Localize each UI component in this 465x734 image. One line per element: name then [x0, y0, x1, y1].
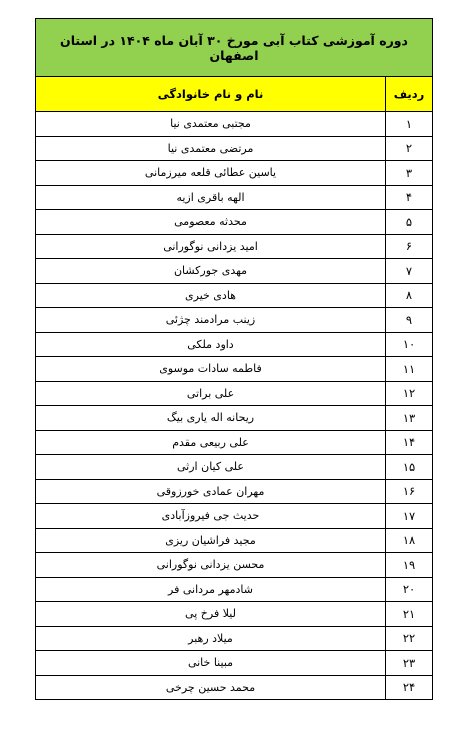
table-row — [36, 357, 433, 382]
row-number: ۱۶ — [386, 479, 433, 504]
participant-name: علی ربیعی مقدم — [36, 430, 386, 455]
table-title: دوره آموزشی کتاب آبی مورخ ۳۰ آبان ماه ۱۴۰۴ در استان اصفهان — [36, 19, 433, 77]
participant-name: محسن یزدانی نوگورانی — [36, 553, 386, 578]
row-number: ۲ — [386, 136, 433, 161]
participant-name: فاطمه سادات موسوی — [36, 357, 386, 382]
row-number: ۹ — [386, 308, 433, 333]
table-row — [36, 577, 433, 602]
participant-name: امید یزدانی نوگورانی — [36, 234, 386, 259]
participant-name: علی کیان ارثی — [36, 455, 386, 480]
table-row — [36, 553, 433, 578]
row-number: ۲۱ — [386, 602, 433, 627]
table-row — [36, 283, 433, 308]
table-row — [36, 136, 433, 161]
table-row — [36, 430, 433, 455]
table-row — [36, 626, 433, 651]
row-number: ۲۲ — [386, 626, 433, 651]
row-number: ۶ — [386, 234, 433, 259]
table-row — [36, 259, 433, 284]
row-number: ۱۱ — [386, 357, 433, 382]
participant-name: یاسین عطائی قلعه میرزمانی — [36, 161, 386, 186]
row-number: ۱۲ — [386, 381, 433, 406]
row-number: ۱۷ — [386, 504, 433, 529]
table-row — [36, 210, 433, 235]
participant-name: ریحانه اله یاری بیگ — [36, 406, 386, 431]
participant-name: مهدی جورکشان — [36, 259, 386, 284]
row-number: ۲۴ — [386, 675, 433, 700]
participant-name: میلاد رهبر — [36, 626, 386, 651]
participants-table — [35, 18, 433, 700]
participant-name: زینب مرادمند چژئی — [36, 308, 386, 333]
table-row — [36, 112, 433, 137]
participant-name: محمد حسین چرخی — [36, 675, 386, 700]
participant-name: حدیث جی فیروزآبادی — [36, 504, 386, 529]
participant-name: هادی خیری — [36, 283, 386, 308]
table-row — [36, 528, 433, 553]
table-row — [36, 185, 433, 210]
table-row — [36, 234, 433, 259]
participant-name: مبینا خانی — [36, 651, 386, 676]
table-row — [36, 161, 433, 186]
table-row — [36, 381, 433, 406]
header-full-name: نام و نام خانوادگی — [36, 77, 386, 112]
table-row — [36, 602, 433, 627]
participant-name: مجید فراشیان ریزی — [36, 528, 386, 553]
row-number: ۴ — [386, 185, 433, 210]
row-number: ۵ — [386, 210, 433, 235]
table-row — [36, 504, 433, 529]
participant-name: مهران عمادی خورزوقی — [36, 479, 386, 504]
row-number: ۲۳ — [386, 651, 433, 676]
row-number: ۱۳ — [386, 406, 433, 431]
row-number: ۱۵ — [386, 455, 433, 480]
row-number: ۳ — [386, 161, 433, 186]
table-row — [36, 406, 433, 431]
table-row — [36, 651, 433, 676]
title-row — [36, 19, 433, 77]
table-row — [36, 675, 433, 700]
participant-name: مرتضی معتمدی نیا — [36, 136, 386, 161]
row-number: ۱۰ — [386, 332, 433, 357]
row-number: ۷ — [386, 259, 433, 284]
participant-name: داود ملکی — [36, 332, 386, 357]
header-row-number: ردیف — [386, 77, 433, 112]
table-row — [36, 332, 433, 357]
table-row — [36, 479, 433, 504]
header-row — [36, 77, 433, 112]
table-row — [36, 308, 433, 333]
participant-name: علی براتی — [36, 381, 386, 406]
participant-name: مجتبی معتمدی نیا — [36, 112, 386, 137]
participant-name: لیلا فرخ پی — [36, 602, 386, 627]
row-number: ۲۰ — [386, 577, 433, 602]
participant-name: الهه باقری ازیه — [36, 185, 386, 210]
row-number: ۸ — [386, 283, 433, 308]
table-row — [36, 455, 433, 480]
row-number: ۱۹ — [386, 553, 433, 578]
row-number: ۱۸ — [386, 528, 433, 553]
participant-name: محدثه معصومی — [36, 210, 386, 235]
participant-name: شادمهر مردانی فر — [36, 577, 386, 602]
row-number: ۱ — [386, 112, 433, 137]
row-number: ۱۴ — [386, 430, 433, 455]
